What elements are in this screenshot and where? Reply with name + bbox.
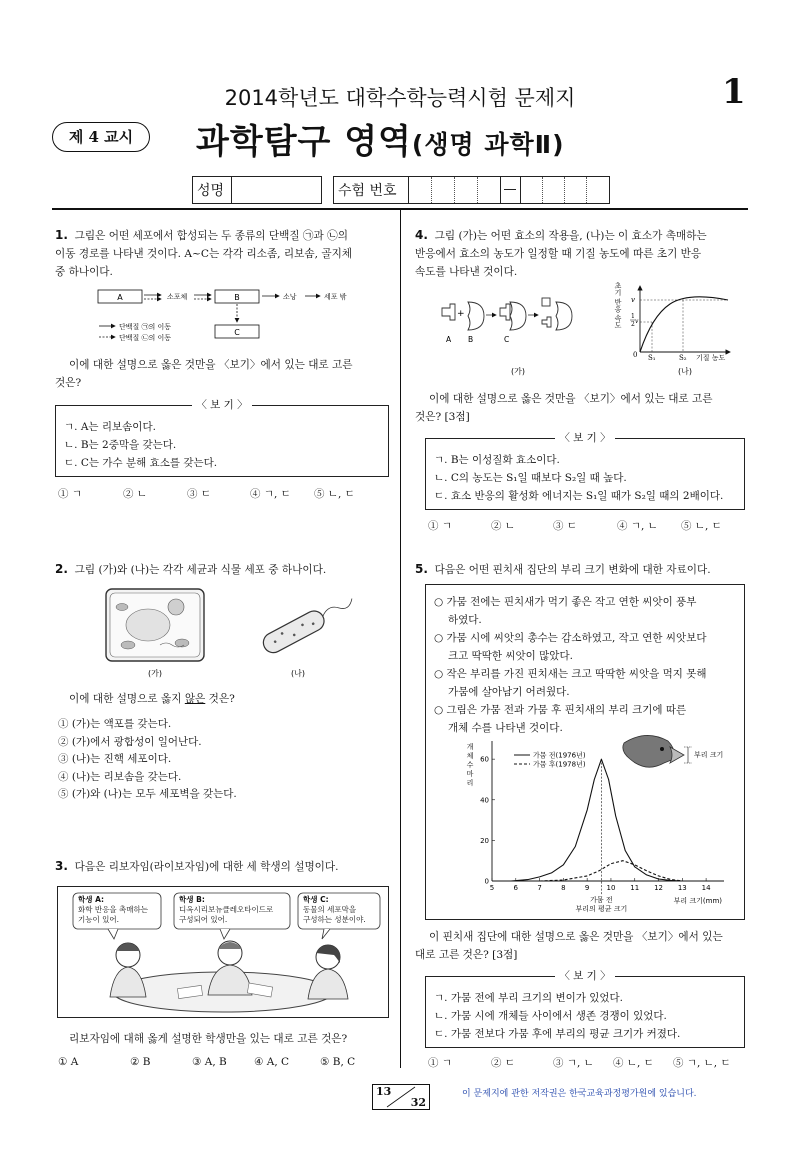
svg-text:+: +	[457, 309, 465, 319]
prompt-text: 대로 고른 것은? [3점]	[415, 949, 518, 961]
answer-option[interactable]: ⑤ (가)와 (나)는 모두 세포벽을 갖는다.	[58, 788, 237, 800]
question-text: 이동 경로를 나타낸 것이다. A~C는 각각 리소좀, 리보솜, 골지체	[55, 248, 353, 260]
copyright-notice: 이 문제지에 관한 저작권은 한국교육과정평가원에 있습니다.	[462, 1089, 697, 1099]
figure-label-a: (가)	[511, 367, 525, 376]
answer-option[interactable]: ④ (나)는 리보솜을 갖는다.	[58, 770, 182, 783]
diagram-legend-2: 단백질 ㉡의 이동	[119, 334, 172, 342]
question-text: 그림은 어떤 세포에서 합성되는 두 종류의 단백질 ㉠과 ㉡의	[74, 230, 348, 242]
question-2-prompt	[55, 690, 390, 708]
diagram-label-er: 소포체	[167, 293, 188, 301]
series-line-1	[511, 759, 682, 881]
beak-size-label: 부리 크기	[694, 751, 724, 759]
x-tick-label: 8	[561, 884, 566, 892]
bogi-item: ㄴ. B는 2중막을 갖는다.	[64, 439, 177, 451]
period-label: 제 4 교시	[68, 128, 134, 146]
bullet-line: ○ 가뭄 시에 씨앗의 총수는 감소하였고, 작고 연한 씨앗보다	[434, 632, 707, 644]
student-c-line: 구성하는 성분이야.	[303, 915, 366, 924]
series-line-2	[540, 861, 683, 881]
bogi-title: 〈 보 기 〉	[555, 432, 614, 444]
x-tick-label: 13	[677, 884, 687, 892]
graph-origin: 0	[633, 351, 638, 359]
graph-x-s1: S₁	[648, 354, 656, 362]
y-axis-label-char: 개	[466, 743, 474, 751]
graph-x-s2: S₂	[679, 354, 687, 362]
question-text: 속도를 나타낸 것이다.	[415, 266, 518, 278]
question-5	[415, 560, 755, 579]
student-b-line: 디옥시리보뉴클레오타이드로	[179, 905, 274, 914]
graph-y-v: v	[631, 296, 635, 304]
bullet-line: 하였다.	[448, 614, 482, 626]
diagram-label-b: B	[234, 293, 240, 302]
enzyme-label-a: A	[446, 335, 452, 344]
bogi-box-5	[425, 970, 745, 1048]
question-text: 그림 (가)와 (나)는 각각 세균과 식물 세포 중 하나이다.	[74, 564, 327, 576]
answer-choice[interactable]: ⑤ B, C	[320, 1056, 356, 1068]
question-2	[55, 560, 390, 579]
answer-choice[interactable]: ① ㄱ	[428, 1057, 452, 1069]
cell-label-a: (가)	[148, 669, 162, 678]
answer-choice[interactable]: ⑤ ㄴ, ㄷ	[314, 488, 355, 500]
enzyme-figure	[430, 280, 740, 380]
x-tick-label: 9	[584, 884, 590, 892]
prompt-text: 이에 대한 설명으로 옳지	[69, 693, 185, 705]
graph-y-half-den: 2	[631, 321, 635, 328]
graph-x-label: 기질 농도	[696, 354, 726, 362]
bullet-line: ○ 가뭄 전에는 핀치새가 먹기 좋은 작고 연한 씨앗이 풍부	[434, 596, 697, 608]
enzyme-label-c: C	[504, 335, 510, 344]
answer-choice[interactable]: ③ A, B	[192, 1056, 227, 1068]
bogi-item: ㄴ. C의 농도는 S₁일 때보다 S₂일 때 높다.	[434, 472, 627, 484]
bogi-item: ㄱ. B는 이성질화 효소이다.	[434, 454, 560, 466]
y-axis-label-char: 리	[466, 779, 474, 787]
page-current: 13	[376, 1085, 392, 1098]
student-c-line: 동물의 세포막을	[303, 905, 357, 914]
question-number: 4.	[415, 228, 428, 242]
cell-illustrations	[100, 585, 360, 680]
prompt-text: 이 핀치새 집단에 대한 설명으로 옳은 것만을 〈보기〉에서 있는	[429, 931, 723, 943]
answer-choices-5	[428, 1055, 731, 1070]
exam-number-label: 수험 번호	[338, 183, 397, 199]
y-tick-label: 20	[480, 836, 489, 845]
graph-y-label: 초기 반응 속도	[614, 282, 622, 329]
answer-choice[interactable]: ④ ㄴ, ㄷ	[613, 1057, 654, 1069]
beak-size-chart	[426, 733, 744, 919]
negation-word: 않은	[184, 693, 206, 705]
answer-option[interactable]: ① (가)는 액포를 갖는다.	[58, 718, 172, 730]
question-text: 다음은 어떤 핀치새 집단의 부리 크기 변화에 대한 자료이다.	[434, 564, 711, 576]
subject-sub: (생명 과학Ⅱ)	[411, 130, 565, 159]
question-4-prompt	[415, 390, 750, 426]
x-tick-label: 5	[489, 884, 495, 892]
options-2	[58, 716, 237, 804]
figure-label-b: (나)	[678, 367, 692, 376]
question-1-prompt	[55, 356, 390, 392]
question-text: 반응에서 효소의 농도가 일정할 때 기질 농도에 따른 초기 반응	[415, 248, 702, 260]
question-3-prompt	[55, 1030, 395, 1048]
student-b-name: 학생 B:	[179, 895, 205, 904]
y-axis-label-char: 마	[466, 770, 474, 778]
x-tick-label: 12	[654, 884, 663, 892]
answer-option[interactable]: ③ (나)는 진핵 세포이다.	[58, 753, 172, 765]
question-5-prompt	[415, 928, 750, 964]
question-4	[415, 226, 750, 281]
student-a-name: 학생 A:	[78, 895, 105, 904]
student-c-name: 학생 C:	[303, 895, 329, 904]
prompt-text: 것은?	[205, 693, 235, 705]
bogi-item: ㄷ. 가뭄 전보다 가뭄 후에 부리의 평균 크기가 커졌다.	[434, 1028, 681, 1040]
bogi-title: 〈 보 기 〉	[192, 399, 251, 411]
diagram-label-c: C	[234, 328, 240, 337]
bullet-line: 크고 딱딱한 씨앗이 많았다.	[448, 650, 573, 662]
bullet-line: 개체 수를 나타낸 것이다.	[448, 722, 563, 734]
question-text: 그림 (가)는 어떤 효소의 작용을, (나)는 이 효소가 촉매하는	[434, 230, 707, 242]
cell-label-b: (나)	[291, 669, 305, 678]
graph-y-half-num: 1	[631, 313, 635, 320]
answer-choice[interactable]: ① A	[58, 1056, 79, 1068]
answer-choice[interactable]: ③ ㄷ	[187, 488, 211, 500]
x-axis-label: 부리 크기(mm)	[673, 897, 722, 905]
question-number: 5.	[415, 562, 428, 576]
answer-choice[interactable]: ② B	[130, 1056, 151, 1068]
bullet-line: 가뭄에 살아남기 어려웠다.	[448, 686, 570, 698]
diagram-label-a: A	[117, 293, 123, 302]
mean-label-1: 가뭄 전	[590, 896, 613, 904]
prompt-text: 이에 대한 설명으로 옳은 것만을 〈보기〉에서 있는 대로 고른	[69, 359, 353, 371]
x-tick-label: 6	[513, 884, 519, 892]
question-text: 다음은 리보자임(라이보자임)에 대한 세 학생의 설명이다.	[74, 861, 339, 873]
answer-choice[interactable]: ⑤ ㄴ, ㄷ	[681, 520, 722, 532]
answer-choice[interactable]: ④ ㄱ, ㄷ	[250, 488, 291, 500]
answer-choice[interactable]: ② ㄴ	[123, 488, 147, 500]
bullet-line: ○ 작은 부리를 가진 핀치새는 크고 딱딱한 씨앗을 먹지 못해	[434, 668, 707, 680]
bogi-item: ㄷ. 효소 반응의 활성화 에너지는 S₁일 때가 S₂일 때의 2배이다.	[434, 490, 724, 502]
y-axis-label-char: 체	[466, 752, 474, 760]
y-tick-label: 60	[480, 755, 489, 764]
question-3	[55, 857, 390, 876]
finch-head-illustration	[623, 735, 684, 767]
legend-label-2: 가뭄 후(1978년)	[533, 760, 586, 769]
answer-option[interactable]: ② (가)에서 광합성이 일어난다.	[58, 735, 202, 748]
student-a-line: 기능이 있어.	[78, 915, 119, 924]
bogi-box-4	[425, 432, 745, 510]
page-counter	[372, 1084, 430, 1110]
prompt-text: 것은?	[55, 377, 82, 389]
bogi-box-1	[55, 399, 389, 477]
answer-choice[interactable]: ④ A, C	[254, 1056, 290, 1068]
answer-choice[interactable]: ③ ㄷ	[553, 520, 577, 532]
answer-choices-4	[428, 518, 722, 533]
answer-choice[interactable]: ② ㄴ	[491, 520, 515, 532]
subject-main: 과학탐구 영역	[196, 122, 412, 162]
question-number: 3.	[55, 859, 68, 873]
student-b-line: 구성되어 있어.	[179, 915, 228, 924]
name-box	[192, 176, 322, 204]
x-tick-label: 11	[630, 884, 640, 892]
x-tick-label: 14	[701, 884, 711, 892]
prompt-text: 리보자임에 대해 옳게 설명한 학생만을 있는 대로 고른 것은?	[69, 1033, 348, 1045]
prompt-text: 이에 대한 설명으로 옳은 것만을 〈보기〉에서 있는 대로 고른	[429, 393, 713, 405]
mean-label-2: 부리의 평균 크기	[575, 905, 628, 913]
y-axis-label-char: 수	[466, 761, 474, 769]
y-tick-label: 40	[480, 796, 489, 805]
exam-title: 2014학년도 대학수학능력시험 문제지	[224, 86, 576, 110]
column-divider	[400, 210, 401, 1068]
answer-choice[interactable]: ④ ㄱ, ㄴ	[617, 520, 658, 532]
diagram-label-vesicle: 소낭	[283, 293, 297, 301]
data-box-5	[425, 584, 745, 920]
bogi-item: ㄴ. 가뭄 시에 개체들 사이에서 생존 경쟁이 있었다.	[434, 1010, 667, 1022]
bullet-line: ○ 그림은 가뭄 전과 가뭄 후 핀치새의 부리 크기에 따른	[434, 704, 687, 716]
bogi-item: ㄱ. A는 리보솜이다.	[64, 421, 156, 433]
diagram-legend-1: 단백질 ㉠의 이동	[119, 323, 172, 331]
name-label: 성명	[197, 183, 225, 199]
bogi-title: 〈 보 기 〉	[555, 970, 614, 982]
question-text: 중 하나이다.	[55, 266, 113, 278]
subject-title	[196, 114, 565, 163]
y-tick-label: 0	[484, 877, 489, 886]
bogi-item: ㄱ. 가뭄 전에 부리 크기의 변이가 있었다.	[434, 992, 623, 1004]
page-total: 32	[410, 1096, 426, 1109]
question-number: 1.	[55, 228, 68, 242]
answer-choice[interactable]: ② ㄷ	[491, 1057, 515, 1069]
question-number: 2.	[55, 562, 68, 576]
exam-number-box	[333, 176, 610, 204]
graph-y-half-v: v	[635, 318, 639, 325]
enzyme-label-b: B	[468, 335, 474, 344]
x-tick-label: 7	[537, 884, 542, 892]
period-badge	[52, 122, 150, 152]
bogi-item: ㄷ. C는 가수 분해 효소를 갖는다.	[64, 457, 218, 469]
protein-pathway-diagram	[95, 284, 395, 346]
answer-choices-3	[58, 1056, 355, 1068]
student-illustration	[57, 886, 389, 1018]
question-1	[55, 226, 390, 281]
x-tick-label: 10	[606, 884, 616, 892]
student-a-line: 화학 반응을 촉매하는	[78, 905, 148, 914]
page-number: 1	[722, 72, 746, 112]
legend-label-1: 가뭄 전(1976년)	[533, 751, 586, 760]
answer-choice[interactable]: ① ㄱ	[428, 520, 452, 532]
answer-choice[interactable]: ① ㄱ	[58, 488, 82, 500]
answer-choice[interactable]: ⑤ ㄱ, ㄴ, ㄷ	[673, 1057, 731, 1069]
prompt-text: 것은? [3점]	[415, 411, 470, 423]
answer-choice[interactable]: ③ ㄱ, ㄴ	[553, 1057, 594, 1069]
diagram-label-outside: 세포 밖	[324, 293, 347, 301]
answer-choices-1	[58, 486, 355, 501]
